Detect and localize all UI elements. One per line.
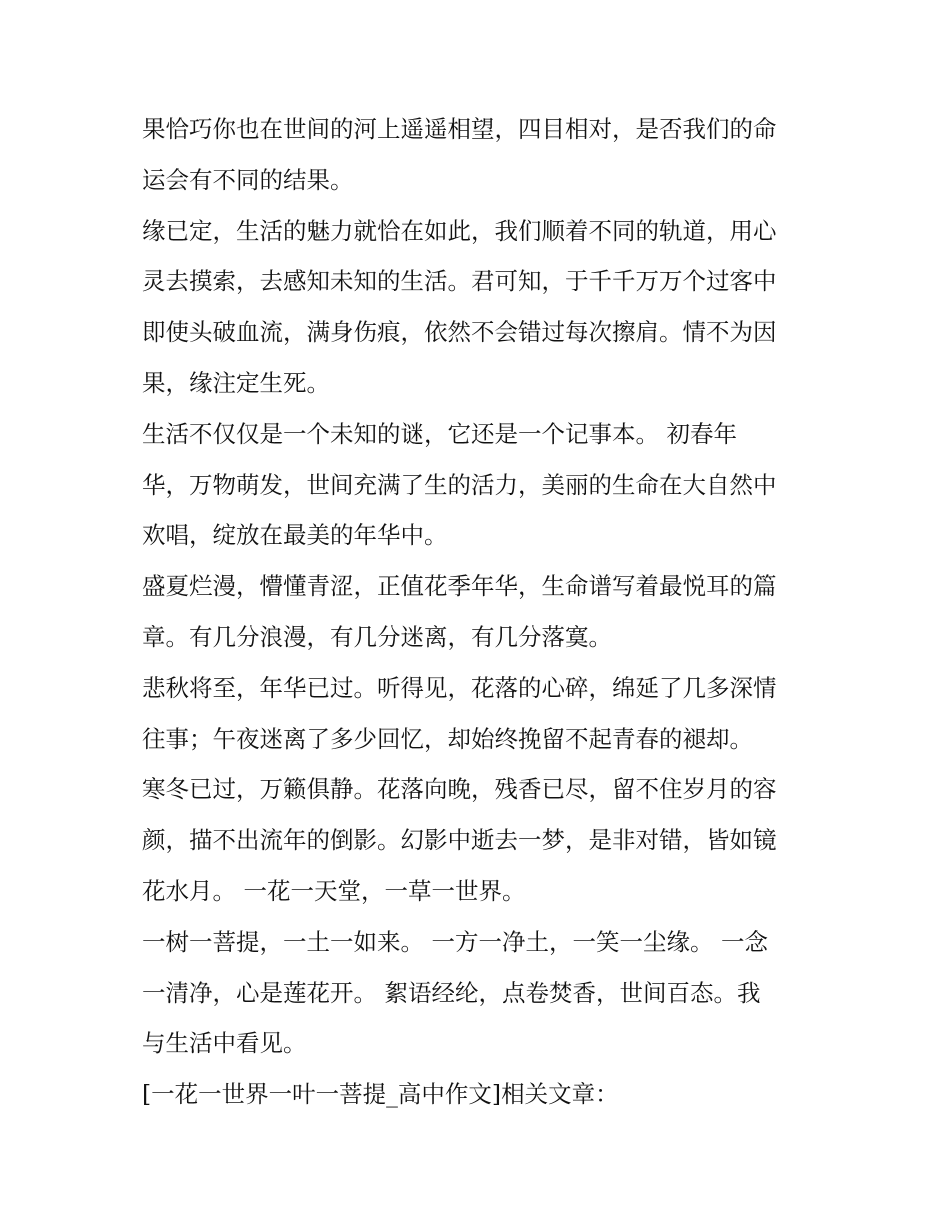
text-line: 缘已定，生活的魅力就恰在如此，我们顺着不同的轨道，用心	[142, 216, 777, 245]
text-line: 往事；午夜迷离了多少回忆，却始终挽留不起青春的褪却。	[142, 724, 753, 753]
related-articles-link[interactable]: [一花一世界一叶一菩提_高中作文]相关文章：	[142, 1080, 619, 1109]
text-line: 盛夏烂漫，懵懂青涩，正值花季年华，生命谱写着最悦耳的篇	[142, 572, 777, 601]
text-line: 花水月。 一花一天堂，一草一世界。	[142, 876, 526, 905]
text-line: 颜，描不出流年的倒影。幻影中逝去一梦，是非对错，皆如镜	[142, 826, 777, 855]
text-line: 灵去摸索，去感知未知的生活。君可知，于千千万万个过客中	[142, 267, 777, 296]
text-line: 欢唱，绽放在最美的年华中。	[142, 521, 448, 550]
text-line: 与生活中看见。	[142, 1029, 307, 1058]
text-line: 果，缘注定生死。	[142, 368, 330, 397]
text-line: 即使头破血流，满身伤痕，依然不会错过每次擦肩。情不为因	[142, 318, 777, 347]
text-line: 寒冬已过，万籁俱静。花落向晚，残香已尽，留不住岁月的容	[142, 775, 777, 804]
text-line: 章。有几分浪漫，有几分迷离，有几分落寞。	[142, 622, 612, 651]
text-line: 一树一菩提，一土一如来。 一方一净土，一笑一尘缘。 一念	[142, 927, 768, 956]
text-line: 一清净，心是莲花开。 絮语经纶，点卷焚香，世间百态。我	[142, 978, 761, 1007]
article-text	[142, 104, 822, 1120]
text-line: 运会有不同的结果。	[142, 165, 354, 194]
text-line: 生活不仅仅是一个未知的谜，它还是一个记事本。 初春年	[142, 419, 737, 448]
text-line: 华，万物萌发，世间充满了生的活力，美丽的生命在大自然中	[142, 470, 777, 499]
text-line: 果恰巧你也在世间的河上遥遥相望，四目相对，是否我们的命	[142, 115, 777, 143]
text-line: 悲秋将至，年华已过。听得见，花落的心碎，绵延了几多深情	[142, 673, 777, 702]
